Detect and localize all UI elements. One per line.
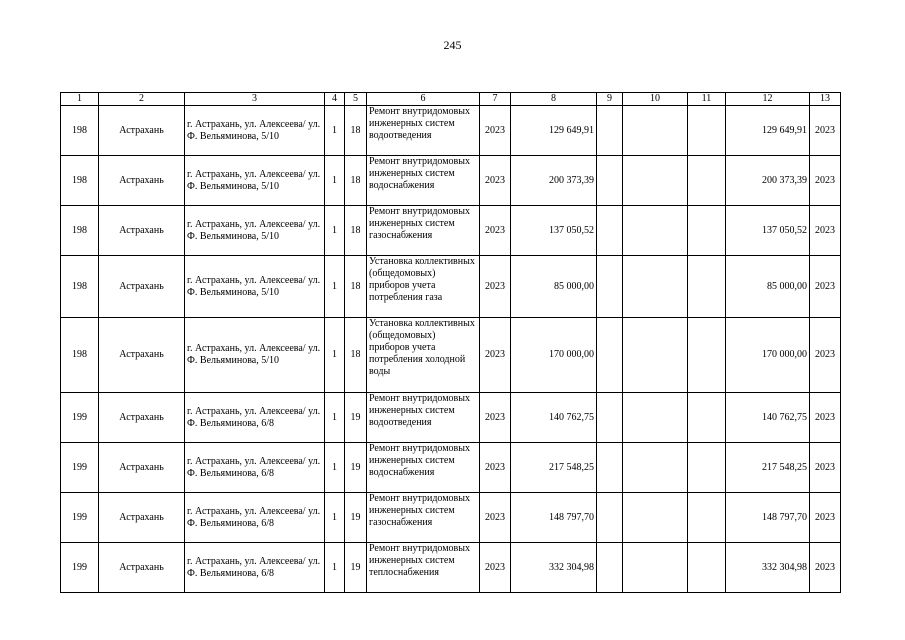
total-cost-cell: 200 373,39 [511,156,597,206]
work-type-cell: Установка коллективных (общедомовых) приборов учета потребления холодной воды [367,318,480,393]
capital-repair-table [60,92,841,593]
column-10-cell [623,206,688,256]
column-4-cell: 1 [325,393,345,443]
row-number: 199 [61,393,99,443]
column-header: 1 [61,93,99,106]
row-number: 198 [61,106,99,156]
work-type-cell: Ремонт внутридомовых инженерных систем водоснабжения [367,156,480,206]
year-cell: 2023 [480,156,511,206]
total-cost-cell: 85 000,00 [511,256,597,318]
row-number: 199 [61,443,99,493]
work-type-cell: Ремонт внутридомовых инженерных систем газоснабжения [367,493,480,543]
year-cell: 2023 [480,493,511,543]
column-5-cell: 18 [345,106,367,156]
column-4-cell: 1 [325,156,345,206]
column-9-cell [597,206,623,256]
column-9-cell [597,493,623,543]
column-9-cell [597,543,623,593]
column-13-year-cell: 2023 [810,156,841,206]
column-4-cell: 1 [325,318,345,393]
column-10-cell [623,443,688,493]
column-9-cell [597,443,623,493]
column-11-cell [688,156,726,206]
column-11-cell [688,443,726,493]
column-11-cell [688,393,726,443]
total-cost-cell: 148 797,70 [511,493,597,543]
column-4-cell: 1 [325,106,345,156]
column-header: 4 [325,93,345,106]
column-header: 11 [688,93,726,106]
column-13-year-cell: 2023 [810,443,841,493]
row-number: 198 [61,318,99,393]
column-12-cost-cell: 85 000,00 [726,256,810,318]
column-4-cell: 1 [325,256,345,318]
column-10-cell [623,543,688,593]
table-row [61,156,841,206]
work-type-cell: Ремонт внутридомовых инженерных систем водоотведения [367,393,480,443]
table-row [61,256,841,318]
work-type-cell: Ремонт внутридомовых инженерных систем водоснабжения [367,443,480,493]
work-type-cell: Ремонт внутридомовых инженерных систем теплоснабжения [367,543,480,593]
address-cell: г. Астрахань, ул. Алексеева/ ул. Ф. Вельяминова, 5/10 [185,318,325,393]
row-number: 199 [61,543,99,593]
column-12-cost-cell: 140 762,75 [726,393,810,443]
table-row [61,206,841,256]
column-12-cost-cell: 170 000,00 [726,318,810,393]
year-cell: 2023 [480,393,511,443]
column-5-cell: 19 [345,493,367,543]
column-4-cell: 1 [325,493,345,543]
city-cell: Астрахань [99,443,185,493]
column-11-cell [688,206,726,256]
city-cell: Астрахань [99,543,185,593]
total-cost-cell: 332 304,98 [511,543,597,593]
column-13-year-cell: 2023 [810,393,841,443]
total-cost-cell: 217 548,25 [511,443,597,493]
column-13-year-cell: 2023 [810,106,841,156]
address-cell: г. Астрахань, ул. Алексеева/ ул. Ф. Вельяминова, 6/8 [185,543,325,593]
column-13-year-cell: 2023 [810,318,841,393]
city-cell: Астрахань [99,206,185,256]
column-12-cost-cell: 137 050,52 [726,206,810,256]
city-cell: Астрахань [99,493,185,543]
column-header: 8 [511,93,597,106]
total-cost-cell: 140 762,75 [511,393,597,443]
city-cell: Астрахань [99,106,185,156]
table-row [61,106,841,156]
column-header: 12 [726,93,810,106]
year-cell: 2023 [480,206,511,256]
table-body [61,106,841,593]
column-header: 6 [367,93,480,106]
column-5-cell: 18 [345,256,367,318]
total-cost-cell: 129 649,91 [511,106,597,156]
column-12-cost-cell: 200 373,39 [726,156,810,206]
address-cell: г. Астрахань, ул. Алексеева/ ул. Ф. Вельяминова, 5/10 [185,256,325,318]
column-header: 13 [810,93,841,106]
year-cell: 2023 [480,106,511,156]
column-9-cell [597,256,623,318]
column-header: 10 [623,93,688,106]
year-cell: 2023 [480,318,511,393]
address-cell: г. Астрахань, ул. Алексеева/ ул. Ф. Вельяминова, 5/10 [185,156,325,206]
city-cell: Астрахань [99,256,185,318]
column-4-cell: 1 [325,443,345,493]
column-9-cell [597,106,623,156]
column-13-year-cell: 2023 [810,256,841,318]
city-cell: Астрахань [99,393,185,443]
column-5-cell: 18 [345,318,367,393]
work-type-cell: Ремонт внутридомовых инженерных систем водоотведения [367,106,480,156]
work-type-cell: Ремонт внутридомовых инженерных систем газоснабжения [367,206,480,256]
address-cell: г. Астрахань, ул. Алексеева/ ул. Ф. Вельяминова, 6/8 [185,393,325,443]
year-cell: 2023 [480,256,511,318]
column-11-cell [688,543,726,593]
column-11-cell [688,256,726,318]
row-number: 198 [61,256,99,318]
column-4-cell: 1 [325,543,345,593]
column-header: 3 [185,93,325,106]
column-9-cell [597,156,623,206]
column-12-cost-cell: 332 304,98 [726,543,810,593]
row-number: 198 [61,206,99,256]
total-cost-cell: 137 050,52 [511,206,597,256]
column-10-cell [623,318,688,393]
column-10-cell [623,493,688,543]
table-row [61,493,841,543]
year-cell: 2023 [480,543,511,593]
address-cell: г. Астрахань, ул. Алексеева/ ул. Ф. Вельяминова, 5/10 [185,206,325,256]
column-12-cost-cell: 148 797,70 [726,493,810,543]
row-number: 198 [61,156,99,206]
column-9-cell [597,318,623,393]
column-5-cell: 18 [345,156,367,206]
column-header: 2 [99,93,185,106]
work-type-cell: Установка коллективных (общедомовых) приборов учета потребления газа [367,256,480,318]
address-cell: г. Астрахань, ул. Алексеева/ ул. Ф. Вельяминова, 5/10 [185,106,325,156]
row-number: 199 [61,493,99,543]
column-13-year-cell: 2023 [810,206,841,256]
column-header: 9 [597,93,623,106]
column-11-cell [688,106,726,156]
column-5-cell: 19 [345,543,367,593]
page-number: 245 [443,38,462,52]
column-13-year-cell: 2023 [810,543,841,593]
table-row [61,543,841,593]
column-5-cell: 19 [345,393,367,443]
column-header: 7 [480,93,511,106]
address-cell: г. Астрахань, ул. Алексеева/ ул. Ф. Вельяминова, 6/8 [185,443,325,493]
total-cost-cell: 170 000,00 [511,318,597,393]
table-row [61,443,841,493]
column-11-cell [688,318,726,393]
column-10-cell [623,256,688,318]
column-13-year-cell: 2023 [810,493,841,543]
column-12-cost-cell: 129 649,91 [726,106,810,156]
column-number-row [61,93,841,106]
table-row [61,393,841,443]
city-cell: Астрахань [99,318,185,393]
column-10-cell [623,393,688,443]
column-4-cell: 1 [325,206,345,256]
column-9-cell [597,393,623,443]
city-cell: Астрахань [99,156,185,206]
address-cell: г. Астрахань, ул. Алексеева/ ул. Ф. Вельяминова, 6/8 [185,493,325,543]
column-5-cell: 19 [345,443,367,493]
column-10-cell [623,156,688,206]
column-10-cell [623,106,688,156]
column-12-cost-cell: 217 548,25 [726,443,810,493]
column-5-cell: 18 [345,206,367,256]
table-row [61,318,841,393]
column-11-cell [688,493,726,543]
year-cell: 2023 [480,443,511,493]
column-header: 5 [345,93,367,106]
